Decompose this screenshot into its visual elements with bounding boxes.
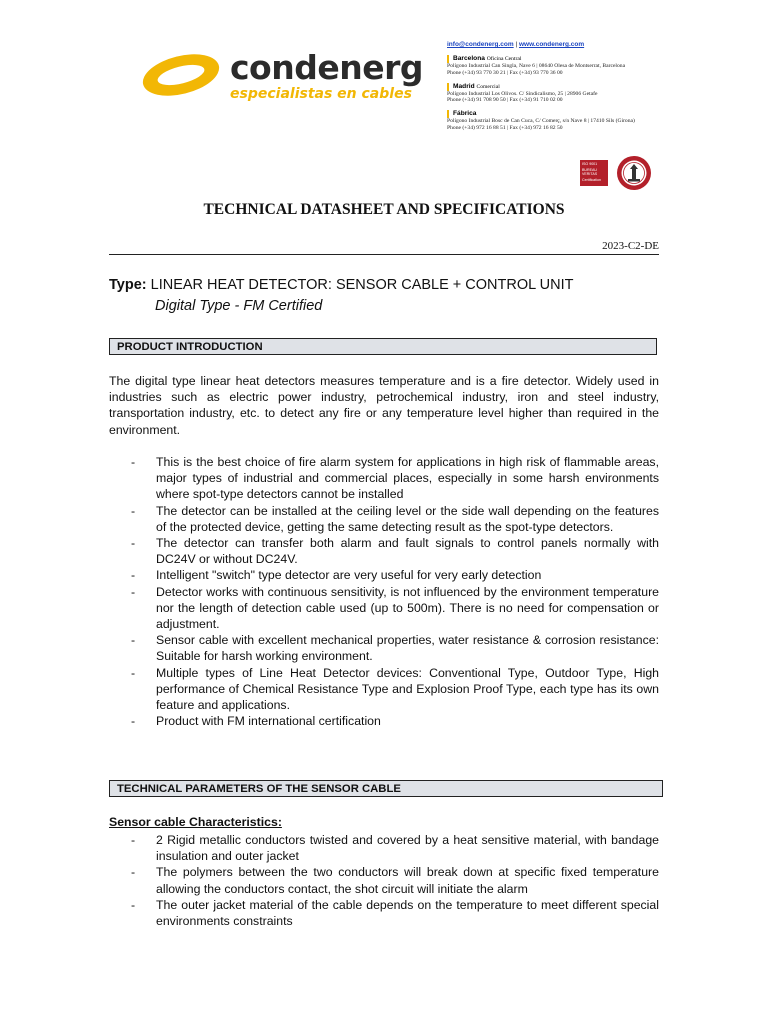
office-phone: Phone (+34) 972 16 88 51 | Fax (+34) 972 16 82 50 [447,125,563,132]
contact-separator: | [515,41,518,48]
list-item: - This is the best choice of fire alarm system for applications in high risk of flammable areas, major types of industrial and commercial places, especially in some harsh environments where spot-type detectors cannot be installed [131,455,659,502]
sensor-cable-subheading: Sensor cable Characteristics: [109,815,282,829]
bullet-dash: - [131,714,136,729]
bullet-dash: - [131,897,136,912]
bullet-dash: - [131,665,136,680]
bullet-dash: - [131,584,136,599]
list-item: - The outer jacket material of the cable depends on the temperature to meet different special environments constraints [131,897,659,929]
office-label: Comercial [476,83,500,90]
bureau-veritas-seal-icon [616,155,652,191]
office-address: Polígono Industrial Can Singla, Nave 6 | 08640 Olesa de Montserrat, Barcelona [447,62,626,69]
office-madrid [447,83,662,105]
list-item: - Product with FM international certification [131,714,381,729]
list-item: - Detector works with continuous sensitivity, is not influenced by the environment temperature nor the length of detection cable used (up to 500m). There is no need for compensation or adjustment. [131,584,659,632]
list-item: - 2 Rigid metallic conductors twisted and covered by a heat sensitive material, with bandage insulation and outer jacket [131,833,659,864]
office-label: Oficina Central [486,55,522,62]
section-header-technical-parameters: TECHNICAL PARAMETERS OF THE SENSOR CABLE [109,780,663,797]
bullet-dash: - [131,833,136,847]
cert-body: BUREAU VERITAS [582,168,598,177]
list-item: - The detector can be installed at the ceiling level or the side wall depending on the features of the protected device, getting the same detecting result as the spot-type detectors. [131,503,659,534]
cert-iso: ISO 9001 [582,162,598,166]
bullet-dash: - [131,503,136,518]
contact-links [447,41,662,49]
email-link[interactable]: info@condenerg.com [447,41,514,48]
type-value: LINEAR HEAT DETECTOR: SENSOR CABLE + CONTROL UNIT [150,277,574,293]
document-code: 2023-C2-DE [602,240,659,252]
cert-label: Certification [582,178,601,183]
section-header-product-introduction: PRODUCT INTRODUCTION [109,338,657,355]
bullet-dash: - [131,568,136,583]
intro-bullet-list [109,454,659,729]
office-address: Polígono Industrial Los Olivos. C/ Sindicalismo, 25 | 28906 Getafe [447,90,598,97]
document-title: TECHNICAL DATASHEET AND SPECIFICATIONS [203,201,565,218]
office-address: Polígono Industrial Bosc de Can Cuca, C/ Comerç, s/n Nave 8 | 17410 Sils (Girona) [447,118,635,125]
list-item: - The detector can transfer both alarm and fault signals to control panels normally with DC24V or without DC24V. [131,536,659,567]
intro-paragraph: The digital type linear heat detectors measures temperature and is a fire detector. Widely used in industries such as electric power industry, petrochemical industry, iron and steel industry, transportation industry, etc. to detect any fire or any temperature level higher than required in the environment. [109,374,659,437]
bullet-dash: - [131,633,136,648]
contact-block [447,41,662,132]
product-subtype: Digital Type - FM Certified [155,298,323,314]
office-phone: Phone (+34) 93 770 30 21 | Fax (+34) 93 770 36 00 [447,69,563,76]
list-item: - The polymers between the two conductors will break down at specific fixed temperature allowing the conductors contact, the shot circuit will initiate the alarm [131,865,659,896]
office-phone: Phone (+34) 91 708 90 50 | Fax (+34) 91 710 02 00 [447,97,563,104]
title-divider [109,254,659,255]
brand-name: condenerg [230,48,424,87]
office-city: Fábrica [453,110,477,118]
bullet-dash: - [131,455,136,469]
list-item: - Multiple types of Line Heat Detector devices: Conventional Type, Outdoor Type, High performance of Chemical Resistance Type and Explosion Proof Type, each type has its own feature and applications. [131,665,659,713]
office-city: Madrid [453,82,475,90]
certification-badge [580,160,608,186]
bullet-dash: - [131,536,136,551]
brand-tagline: especialistas en cables [230,86,412,102]
office-city: Barcelona [453,54,485,62]
office-barcelona [447,55,662,77]
office-fabrica [447,110,662,132]
website-link[interactable]: www.condenerg.com [518,41,585,48]
product-type [109,277,574,293]
sensor-bullet-list [109,832,659,929]
condenerg-logo-icon [139,52,223,98]
bullet-dash: - [131,865,136,880]
list-item: - Sensor cable with excellent mechanical properties, water resistance & corrosion resistance: Suitable for harsh working environment. [131,633,659,664]
list-item: - Intelligent "switch" type detector are very useful for very early detection [131,568,542,583]
type-label: Type: [109,277,147,293]
